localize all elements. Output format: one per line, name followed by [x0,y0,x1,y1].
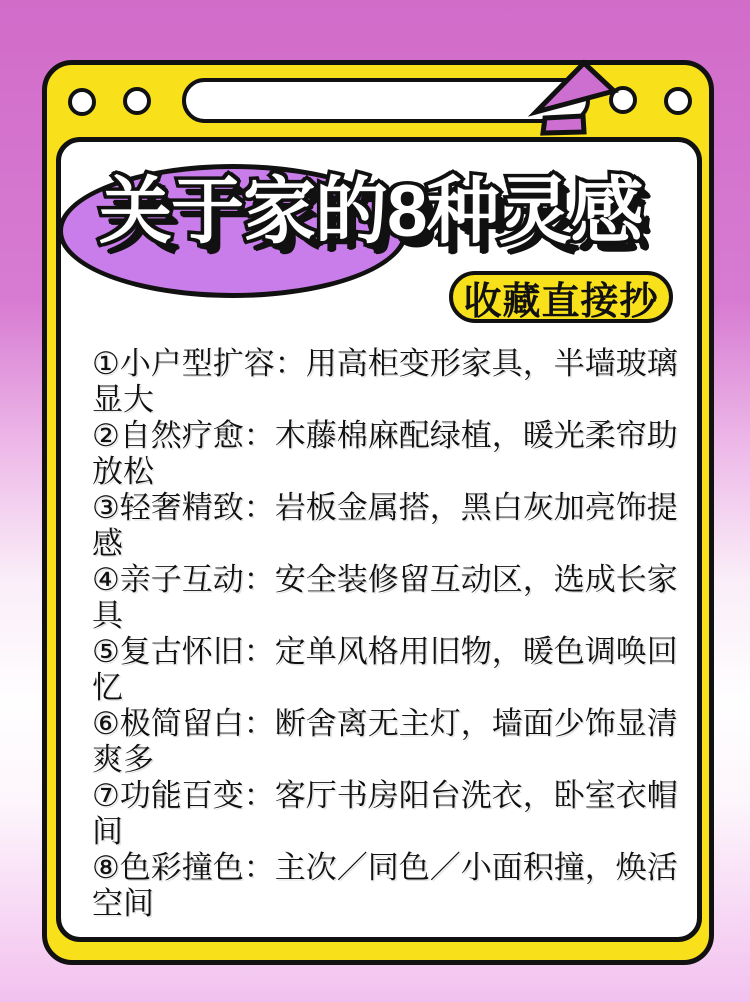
tip-item: ①小户型扩容：用高柜变形家具，半墙玻璃显大 [92,346,678,417]
save-and-copy-badge: 收藏直接抄 [449,271,673,323]
tip-item: ⑥极简留白：断舍离无主灯，墙面少饰显清爽多 [92,706,678,777]
tip-item: ④亲子互动：安全装修留互动区，选成长家具 [92,562,678,633]
window-dot-icon [68,88,96,116]
window-dot-icon [123,87,151,115]
tip-item: ⑧色彩撞色：主次／同色／小面积撞，焕活空间 [92,850,678,921]
poster-title: 关于家的8种灵感 [99,171,643,252]
tip-item: ③轻奢精致：岩板金属搭，黑白灰加亮饰提感 [92,490,678,561]
tip-item: ⑤复古怀旧：定单风格用旧物，暖色调唤回忆 [92,634,678,705]
tip-item: ②自然疗愈：木藤棉麻配绿植，暖光柔帘助放松 [92,418,678,489]
tip-item: ⑦功能百变：客厅书房阳台洗衣，卧室衣帽间 [92,778,678,849]
tips-list [92,346,688,922]
paper-plane-icon [526,54,626,140]
window-dot-icon [664,87,692,115]
